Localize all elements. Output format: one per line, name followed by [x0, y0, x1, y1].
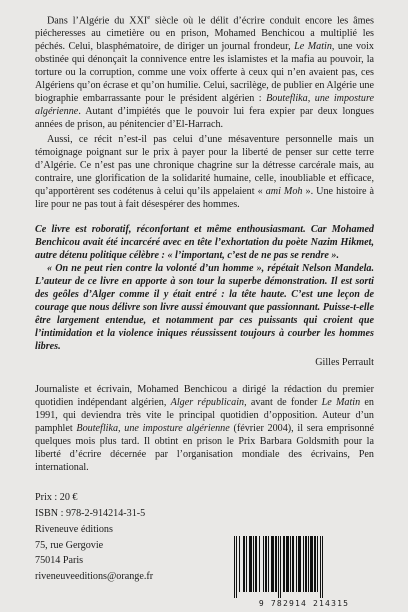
- author-bio: Journaliste et écrivain, Mohamed Benchicou a dirigé la rédaction du premier quotidien indépendant algérien, Alger républicain, avant de fonder Le Matin en 1991, qui deviendra très vite le principal quotidien d’opposition. Auteur d’un pamphlet Bouteflika, une imposture algérienne (février 2004), il sera emprisonné quelques mois plus tard. Il obtint en prison le Prix Barbara Goldsmith pour la liberté d’écrire décernée par l’organisation mondiale des écrivains, Pen international.: [35, 384, 375, 474]
- quote-paragraph-1: Ce livre est roboratif, réconfortant et même enthousiasmant. Car Mohamed Benchicou avait été incarcéré avec en tête l’exhortation du poète Nazim Hikmet, autre détenu politique célèbre : « l’important, c’est de ne pas se rendre ».: [35, 224, 374, 262]
- barcode: [234, 536, 374, 608]
- publisher-block: [35, 490, 374, 610]
- publisher-street: 75, rue Gergovie: [35, 539, 104, 551]
- isbn: ISBN : 978-2-914214-31-5: [35, 508, 146, 520]
- quote-paragraph-2: « On ne peut rien contre la volonté d’un homme », répétait Nelson Mandela. L’auteur de ce livre en apporte à son tour la superbe démonstration. Il est sorti des geôles d’Alger comme il y était entré : la tête haute. C’est une leçon de courage que nous délivre son livre aussi émouvant que passionnant. Puisse-t-elle être largement entendue, et notamment par ces puissants qui croient que l’intimidation et la violence iniques réussissent toujours à courber les hommes libres.: [35, 263, 374, 353]
- intro-paragraph-2: Aussi, ce récit n’est-il pas celui d’une mésaventure personnelle mais un témoignage poignant sur le prix à payer pour la liberté de penser sur cette terre d’Algérie. Ce n’est pas une chronique chagrine sur la détresse carcérale mais, au contraire, une glorification de la solidarité humaine, celle, inoubliable et efficace, qu’apportèrent ses codétenus à celui qu’ils appelaient « ami Moh ». Une histoire à lire pour ne pas tout à fait désespérer des hommes.: [35, 134, 374, 211]
- barcode-digits: 9 782914 214315: [258, 599, 350, 609]
- publisher-name: Riveneuve éditions: [35, 523, 113, 535]
- intro-paragraph-1: Dans l’Algérie du XXIe siècle où le délit d’écrire conduit encore les âmes piécheresses au cimetière ou en prison, Mohamed Benchicou a multiplié les péchés. Celui, blasphématoire, de diriger un journal frondeur, Le Matin, une voix obstinée qui dénonçait la connivence entre les islamistes et la mafia au pouvoir, la torture ou la corruption, comme une voix offerte à ceux qui n’en avaient pas, ces Algériens qu’on écrase et qu’on humilie. Celui, sacrilège, de publier en Algérie une biographie embarrassante pour le président algérien : Bouteflika, une imposture algérienne. Autant d’impiétés que le pouvoir lui fera expier par deux longues années de prison, au pénitencier d’El-Harrach.: [35, 14, 374, 131]
- publisher-city: 75014 Paris: [35, 555, 84, 567]
- price: Prix : 20 €: [35, 492, 78, 504]
- publisher-email: riveneuveeditions@orange.fr: [35, 571, 154, 583]
- quote-signature: Gilles Perrault: [315, 357, 374, 369]
- barcode-bars: [234, 536, 374, 598]
